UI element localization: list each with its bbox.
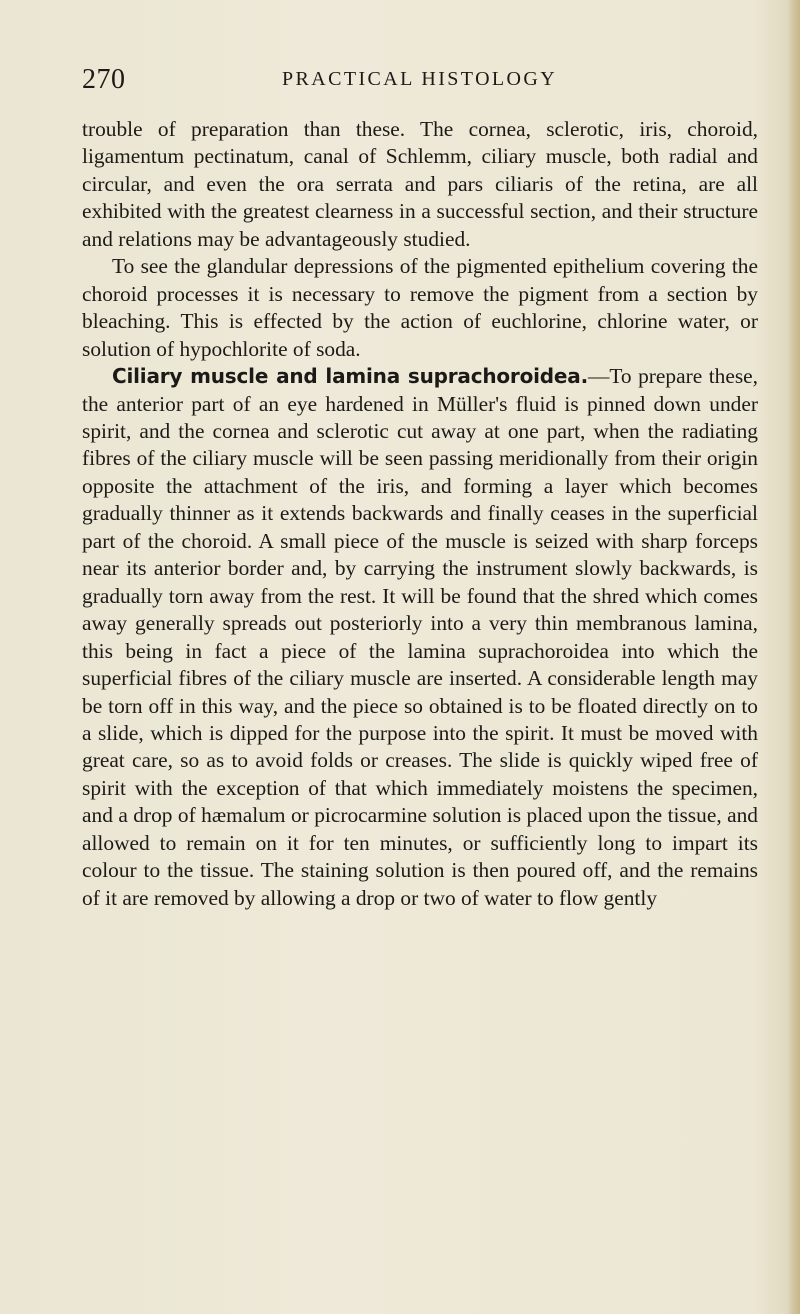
section-heading: Ciliary muscle and lamina suprachoroidea. <box>112 364 588 389</box>
page-edge-shadow <box>788 0 800 1314</box>
page-header <box>82 64 758 98</box>
paragraph-bleaching: To see the glandular depressions of the pigmented epithelium covering the choroid processes it is necessary to remove the pigment from a section by bleaching. This is effected by the action of euchlorine, chlorine water, or solution of hypochlorite of soda. <box>82 254 758 361</box>
page-number: 270 <box>82 64 126 95</box>
body-text <box>82 116 758 912</box>
running-head: PRACTICAL HISTOLOGY <box>282 68 558 90</box>
paragraph-continued: trouble of preparation than these. The cornea, sclerotic, iris, choroid, ligamentum pectinatum, canal of Schlemm, ciliary muscle, both radial and circular, and even the ora serrata and pars ciliaris of the retina, are all exhibited with the greatest clearness in a successful section, and their structure and relations may be advantageously studied. <box>82 117 758 251</box>
paragraph-ciliary-muscle-text: —To prepare these, the anterior part of an eye hardened in Müller's fluid is pinned down under spirit, and the cornea and sclerotic cut away at one part, when the radiating fibres of the ciliary muscle will be seen passing meridionally from their origin opposite the attachment of the iris, and forming a layer which becomes gradually thinner as it extends backwards and finally ceases in the superficial part of the choroid. A small piece of the muscle is seized with sharp forceps near its anterior border and, by carrying the instrument slowly backwards, is gradually torn away from the rest. It will be found that the shred which comes away generally spreads out posteriorly into a very thin membranous lamina, this being in fact a piece of the lamina suprachoroidea into which the superficial fibres of the ciliary muscle are inserted. A considerable length may be torn off in this way, and the piece so obtained is to be floated directly on to a slide, which is dipped for the purpose into the spirit. It must be moved with great care, so as to avoid folds or creases. The slide is quickly wiped free of spirit with the exception of that which immediately moistens the specimen, and a drop of hæmalum or picrocarmine solution is placed upon the tissue, and allowed to remain on it for ten minutes, or sufficiently long to impart its colour to the tissue. The staining solution is then poured off, and the remains of it are removed by allowing a drop or two of water to flow gently <box>82 364 758 910</box>
paragraph-ciliary-muscle <box>82 363 758 912</box>
